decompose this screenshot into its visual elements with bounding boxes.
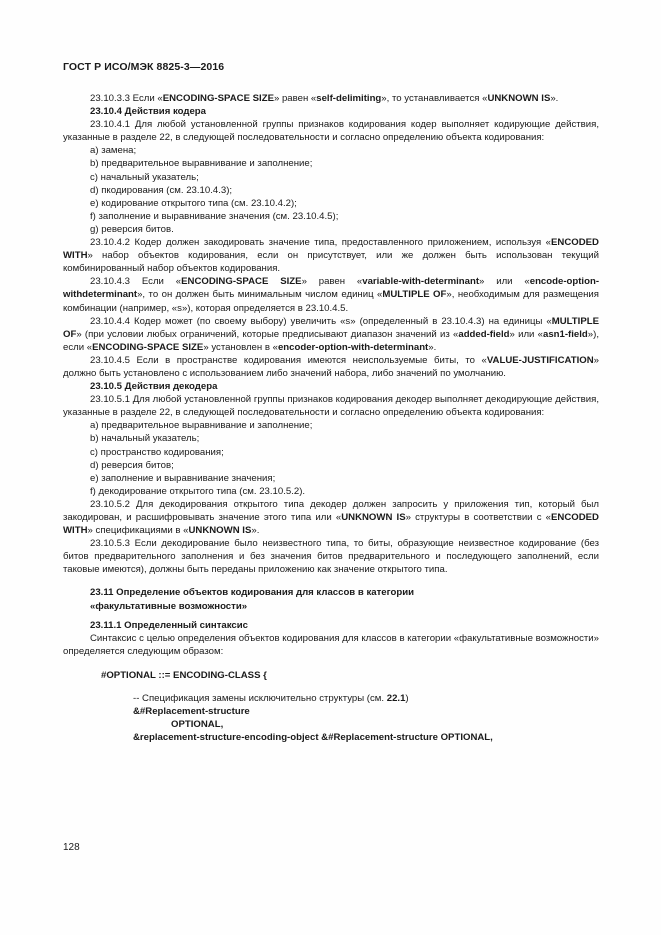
heading-23-11	[63, 586, 599, 612]
page-body	[63, 92, 599, 744]
keyword: ENCODED WITH	[63, 512, 599, 537]
list-item: f) декодирование открытого типа (см. 23.10.5.2).	[90, 485, 306, 497]
text: 23.10.4.4 Кодер может (по своему выбору) увеличить «s» (определенный в 23.10.4.3) на единицы «	[90, 315, 552, 327]
text: », то устанавливается «	[381, 93, 488, 104]
list-item: d) пкодирования (см. 23.10.4.3);	[90, 184, 233, 196]
text: » должно быть установлено с использованием либо значений набора, либо значений по умолчанию.	[63, 354, 599, 379]
text: -- Спецификация замены исключительно структуры (см.	[133, 693, 387, 705]
keyword: UNKNOWN IS	[188, 525, 252, 537]
keyword: encoder-option-with-determinant	[277, 341, 429, 353]
text: 23.10.4.3 Если «	[90, 276, 182, 288]
list-item: b) предварительное выравнивание и заполнение;	[90, 158, 313, 170]
text: » или «	[479, 276, 530, 288]
text: » спецификациями в «	[87, 525, 189, 537]
list-item: a) предварительное выравнивание и заполнение;	[90, 420, 313, 432]
keyword: asn1-field	[543, 328, 588, 340]
text: ».	[251, 525, 260, 537]
paragraph-23-10-5-3: 23.10.5.3 Если декодирование было неизвестного типа, то биты, образующие неизвестное кодирование (без битов предварительного заполнения и без значения битов предварительного и последующего заполнений, если таковые имеются), должны быть переданы приложению как значение открытого типа.	[63, 538, 599, 576]
keyword: encode-option-withdeterminant	[63, 276, 600, 301]
paragraph-23-10-4-2	[63, 236, 599, 275]
text: », то он должен быть минимальным числом единиц «	[137, 289, 383, 301]
text: 23.10.4.5 Если в пространстве кодирования имеются неиспользуемые биты, то «	[90, 354, 487, 366]
list-item: b) начальный указатель;	[90, 433, 200, 445]
text: », необходимым для размещения комбинации (например, «s»), которая определяется в 23.10.4.5.	[63, 289, 599, 314]
paragraph-23-10-4-5	[63, 354, 599, 380]
paragraph-23-10-5-2	[63, 498, 599, 537]
code-comment	[63, 692, 599, 705]
list-item: a) замена;	[90, 145, 137, 157]
paragraph-23-10-4-1: 23.10.4.1 Для любой установленной группы признаков кодирования кодер выполняет кодирующие действия, указанные в разделе 22, в следующей последовательности и согласно определению объекта кодирования:	[63, 119, 599, 144]
keyword: added-field	[458, 328, 510, 340]
keyword: 22.1	[386, 693, 406, 705]
text: » установлен в «	[203, 341, 278, 353]
text: » или «	[509, 328, 543, 340]
heading-23-10-5: 23.10.5 Действия декодера	[90, 381, 218, 393]
keyword: MULTIPLE OF	[382, 289, 447, 301]
paragraph-23-11-1: Синтаксис с целью определения объектов кодирования для классов в категории «факультативные возможности» определяется следующим образом:	[63, 632, 599, 657]
text: » равен «	[273, 93, 317, 104]
paragraph-23-10-4-3	[63, 275, 599, 314]
list-item: g) реверсия битов.	[90, 223, 174, 235]
code-line: &replacement-structure-encoding-object &#Replacement-structure OPTIONAL,	[133, 732, 493, 744]
heading-23-10-4: 23.10.4 Действия кодера	[90, 106, 206, 118]
list-item: e) заполнение и выравнивание значения;	[90, 472, 276, 484]
list-item: c) начальный указатель;	[90, 171, 199, 183]
keyword: MULTIPLE OF	[63, 315, 599, 340]
text: 23.10.5.2 Для декодирования открытого типа декодер должен запросить у приложения тип, который был закодирован, и расшифровывать значение этого типа или «	[63, 498, 599, 523]
code-line: &#Replacement-structure	[133, 706, 250, 718]
heading-23-11-1: 23.11.1 Определенный синтаксис	[90, 619, 248, 631]
text: » равен «	[301, 276, 363, 288]
heading-line: 23.11 Определение объектов кодирования для классов в категории	[90, 587, 414, 599]
keyword: ENCODING-SPACE SIZE	[181, 276, 302, 288]
text: » структуры в соответствии с «	[405, 512, 552, 523]
paragraph-23-10-5-1: 23.10.5.1 Для любой установленной группы признаков кодирования декодер выполняет декодирующие действия, указанные в разделе 22, в следующей последовательности и согласно определению объекта кодирования:	[63, 394, 599, 419]
text: » (при условии любых ограничений, которые предписывают диапазон значений из «	[76, 328, 459, 340]
keyword: variable-with-determinant	[362, 276, 480, 288]
keyword: VALUE-JUSTIFICATION	[486, 354, 594, 366]
list-item: f) заполнение и выравнивание значения (см. 23.10.4.5);	[90, 210, 339, 222]
keyword: ENCODING-SPACE SIZE	[162, 93, 274, 104]
text: » набор объектов кодирования, если он присутствует, или же должен быть использован текущий комбинированный набор объектов кодирования.	[63, 250, 599, 275]
document-header: ГОСТ Р ИСО/МЭК 8825-3—2016	[63, 61, 225, 73]
text: ».	[428, 341, 437, 353]
text: »), если «	[63, 328, 599, 353]
keyword: UNKNOWN IS	[341, 512, 406, 523]
list-item: e) кодирование открытого типа (см. 23.10.4.2);	[90, 197, 297, 209]
keyword: self-delimiting	[316, 93, 382, 104]
text: 23.10.3.3 Если «	[90, 93, 163, 104]
keyword: UNKNOWN IS	[487, 93, 551, 104]
page-number: 128	[63, 842, 80, 853]
list-item: c) пространство кодирования;	[90, 446, 224, 458]
list-item: d) реверсия битов;	[90, 459, 174, 471]
paragraph-23-10-4-4	[63, 315, 599, 354]
keyword: ENCODING-SPACE SIZE	[92, 341, 204, 353]
text: 23.10.4.2 Кодер должен закодировать значение типа, предоставленного приложением, используя «	[90, 237, 552, 249]
code-line: #OPTIONAL ::= ENCODING-CLASS {	[101, 669, 267, 681]
heading-line: «факультативные возможности»	[90, 600, 248, 612]
keyword: ENCODED WITH	[63, 237, 599, 262]
paragraph-23-10-3-3	[63, 92, 599, 105]
code-line: OPTIONAL,	[171, 719, 224, 731]
text: )	[405, 693, 409, 705]
text: ».	[550, 93, 559, 104]
